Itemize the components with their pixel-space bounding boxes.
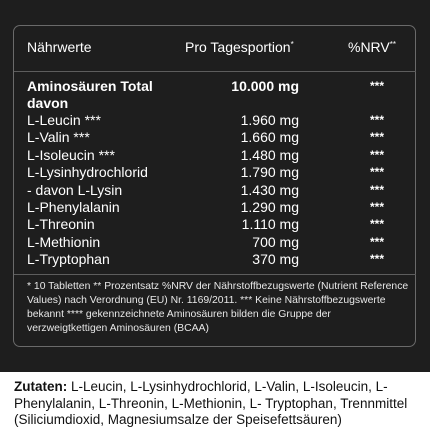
ingredients-panel (0, 372, 430, 430)
header-daily-portion (185, 39, 294, 55)
row-name: L-Leucin *** (27, 112, 101, 128)
header-daily-portion-label: Pro Tagesportion (185, 39, 291, 55)
row-nrv: *** (370, 199, 385, 214)
row-name: L-Tryptophan (27, 251, 110, 268)
footnote: * 10 Tabletten ** Prozentsatz %NRV der Nährstoffbezugswerte (Nutrient Reference Values) nach Verordnung (EU) Nr. 1169/2011. *** Keine Nährstoffbezugswerte bekannt **** gekennzeichnete Aminosäuren bilden die Gruppe der verzweigtkettigen Aminosäuren (BCAA) (27, 281, 409, 334)
row-name: L-Threonin (27, 216, 95, 233)
row-nrv: *** (370, 234, 385, 249)
table-row-total (27, 78, 407, 95)
ingredients-list: L-Leucin, L-Lysinhydrochlorid, L-Valin, L-Isoleucin, L-Phenylalanin, L-Threonin, L-Methionin, L- Tryptophan, Trennmittel (Siliciumdioxid, Magnesiumsalze der Speisefettsäuren) (14, 379, 408, 427)
row-amount: 1.790 mg (240, 164, 299, 181)
row-amount: 370 mg (252, 251, 299, 268)
row-nrv: *** (370, 182, 385, 197)
row-name: L-Isoleucin *** (27, 146, 115, 163)
header-nrv-label: %NRV (348, 39, 390, 55)
table-row (27, 199, 407, 216)
row-nrv: *** (370, 130, 385, 145)
row-amount: 1.660 mg (240, 129, 299, 146)
table-row (27, 147, 407, 164)
row-nrv: *** (370, 79, 385, 93)
header-nutrients: Nährwerte (27, 39, 92, 55)
footnote-divider (14, 274, 416, 275)
header-nrv (348, 39, 396, 55)
row-name: - davon L-Lysin (27, 181, 123, 198)
table-row (27, 251, 407, 268)
row-name: L-Valin *** (27, 129, 90, 146)
table-row (27, 129, 407, 146)
row-nrv: *** (370, 113, 385, 127)
row-amount: 1.480 mg (240, 146, 299, 163)
row-amount: 1.110 mg (241, 216, 299, 233)
row-name: L-Phenylalanin (27, 198, 120, 215)
table-row (27, 112, 407, 129)
row-nrv: *** (370, 217, 385, 232)
table-row (27, 182, 407, 199)
table-body (27, 78, 407, 269)
row-nrv: *** (370, 165, 385, 180)
header-divider (14, 71, 416, 72)
table-row-subheading (27, 95, 407, 112)
row-amount: 1.960 mg (240, 112, 299, 128)
row-nrv: *** (370, 147, 385, 162)
row-amount: 10.000 mg (231, 78, 299, 94)
row-amount: 1.290 mg (240, 198, 299, 215)
table-row (27, 216, 407, 233)
row-name: L-Lysinhydrochlorid (27, 164, 148, 181)
header-nrv-mark: ** (389, 40, 396, 49)
ingredients-text (14, 379, 418, 429)
row-name: L-Methionin (27, 233, 101, 250)
table-row (27, 164, 407, 181)
table-row (27, 234, 407, 251)
row-nrv: *** (370, 252, 385, 267)
row-name: Aminosäuren Total (27, 78, 153, 94)
row-amount: 700 mg (252, 233, 299, 250)
row-name: davon (27, 95, 69, 111)
row-amount: 1.430 mg (240, 181, 299, 198)
table-header (13, 25, 416, 71)
ingredients-label: Zutaten: (14, 379, 68, 394)
header-daily-portion-mark: * (290, 40, 294, 49)
